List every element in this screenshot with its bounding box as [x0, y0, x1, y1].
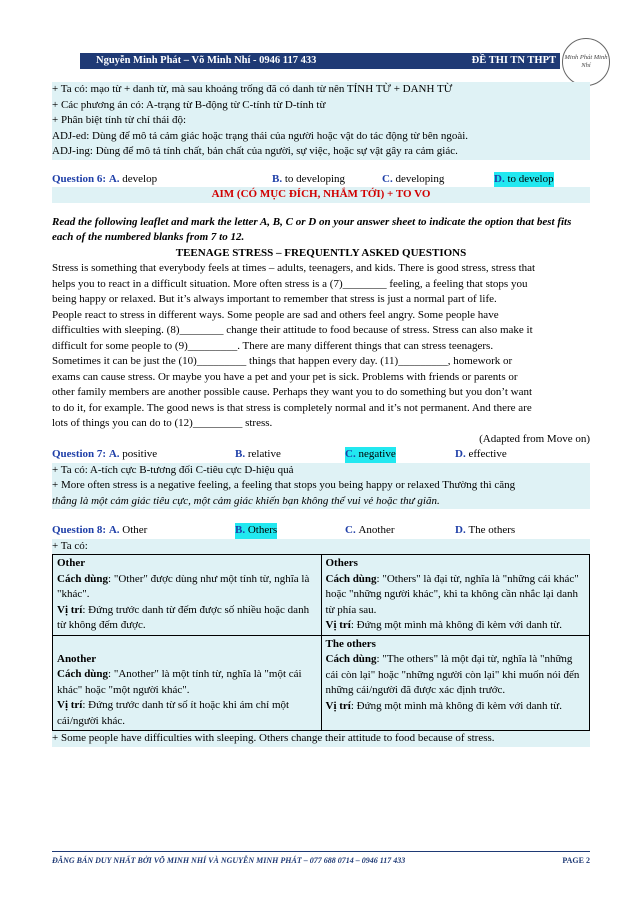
option-letter: D. — [455, 524, 466, 536]
page-number: PAGE 2 — [562, 856, 590, 865]
option-letter: A. — [108, 448, 120, 460]
option-a: Other — [122, 524, 148, 536]
usage-label: Cách dùng — [325, 653, 377, 665]
option-letter: C. — [382, 172, 393, 185]
position-label: Vị trí — [57, 603, 83, 616]
option-letter: B. — [235, 448, 246, 460]
passage-line: lots of things you can do to (12)_________ stress. — [52, 417, 273, 429]
term-title: The others — [325, 637, 376, 650]
option-c-correct: negative — [358, 448, 396, 460]
usage-text: : "Another" là một tính từ, nghĩa là "một cái khác" hoặc "một người khác". — [57, 668, 302, 696]
position-label: Vị trí — [325, 619, 351, 631]
option-letter: C. — [345, 524, 356, 536]
explanation-line: + Ta có: A-tích cực B-tương đối C-tiêu cực D-hiệu quả — [52, 463, 294, 476]
option-letter: D. — [455, 448, 466, 460]
position-label: Vị trí — [57, 699, 83, 711]
usage-label: Cách dùng — [57, 572, 109, 585]
passage-line: exams can cause stress. Or maybe you have a pet and your pet is sick. Problems with friends or parents or — [52, 370, 518, 383]
explanation-line: ADJ-ed: Dùng để mô tả cảm giác hoặc trạng thái của người hoặc vật do tác động từ bên ngoài. — [52, 129, 469, 142]
logo-seal: Minh Phát Minh Nhí — [562, 38, 610, 86]
position-label: Vị trí — [325, 699, 351, 712]
explanation-line: + Ta có: — [52, 539, 88, 552]
option-letter: D. — [494, 172, 505, 185]
grammar-rule-note: AIM (CÓ MỤC ĐÍCH, NHẮM TỚI) + TO VO — [52, 187, 590, 203]
question-6 — [52, 172, 590, 188]
position-text: : Đứng một mình mà không đi kèm với danh từ. — [350, 619, 563, 631]
explanation-q8 — [52, 539, 590, 747]
passage-title: TEENAGE STRESS – FREQUENTLY ASKED QUESTIONS — [175, 246, 467, 259]
option-c: developing — [395, 172, 445, 185]
explanation-line: + Ta có: mạo từ + danh từ, mà sau khoảng trống đã có danh từ nên TÍNH TỪ + DANH TỪ — [52, 83, 453, 95]
explanation-line: + Phân biệt tính từ chỉ thái độ: — [52, 114, 187, 126]
option-b-correct: Others — [247, 524, 278, 536]
option-b: to developing — [284, 172, 346, 185]
explanation-line: thẳng là một cảm giác tiêu cực, một cảm giác khiến bạn không thể vui vẻ hoặc thư giãn. — [52, 494, 440, 507]
question-8 — [52, 523, 590, 539]
explanation-q7 — [52, 463, 590, 510]
table-cell-another — [53, 635, 322, 731]
passage-source: (Adapted from Move on) — [479, 432, 590, 445]
term-title: Other — [57, 557, 86, 569]
passage-line: helps you to react in a difficult situation. More often stress is a (7)________ feeling, a feeling that stops you — [52, 277, 528, 290]
passage-line: difficulties with sleeping. (8)________ change their attitude to food because of stress. Stress can also make it — [52, 324, 533, 336]
option-letter: A. — [108, 524, 120, 536]
question-label: Question 8: — [52, 524, 107, 536]
passage-line: Stress is something that everybody feels at times – adults, teenagers, and kids. There is good stress, stress that — [52, 262, 536, 274]
usage-text: : "Other" được dùng như một tính từ, nghĩa là "khác". — [57, 572, 310, 600]
footer-copyright: ĐĂNG BÁN DUY NHẤT BỞI VÕ MINH NHÍ VÀ NGUYỄN MINH PHÁT – 077 688 0714 – 0946 117 433 — [52, 856, 406, 865]
option-letter: B. — [272, 172, 283, 185]
question-label: Question 7: — [52, 448, 107, 460]
passage — [52, 261, 590, 432]
position-text: : Đứng trước danh từ đếm được số nhiều hoặc danh từ không đếm được. — [57, 603, 310, 631]
position-text: : Đứng một mình mà không đi kèm với danh từ. — [350, 699, 563, 712]
option-d-correct: to develop — [507, 172, 554, 185]
position-text: : Đứng trước danh từ số ít hoặc khi ám chỉ một cái/người khác. — [57, 699, 290, 727]
term-title: Others — [325, 557, 358, 569]
option-letter: C. — [345, 448, 356, 460]
option-letter: A. — [108, 172, 120, 185]
reading-instruction: Read the following leaflet and mark the letter A, B, C or D on your answer sheet to indicate the option that best fits each of the numbered blanks from 7 to 12. — [52, 215, 572, 243]
option-a: develop — [122, 172, 158, 185]
explanation-line: ADJ-ing: Dùng để mô tả tính chất, bản chất của người, sự việc, hoặc sự vật gây ra cảm giác. — [52, 145, 458, 157]
header-authors: Nguyễn Minh Phát – Võ Minh Nhí - 0946 117 433 — [96, 55, 317, 66]
passage-line: to do it, for example. The good news is that stress is completely normal and it’s not permanent. And there are — [52, 401, 532, 414]
usage-label: Cách dùng — [57, 668, 109, 680]
usage-text: : "The others" là một đại từ, nghĩa là "những cái còn lại" hoặc "những người còn lại" khi muốn nói đến những cái/người đã được xác định trước. — [325, 653, 580, 696]
option-d: The others — [468, 524, 516, 536]
explanation-line: + More often stress is a negative feeling, a feeling that stops you being happy or relaxed Thường thì căng — [52, 479, 516, 491]
question-7 — [52, 447, 590, 463]
option-letter: B. — [235, 524, 246, 536]
usage-label: Cách dùng — [325, 572, 377, 585]
passage-line: People react to stress in different ways. Some people are sad and others feel angry. Some people have — [52, 308, 499, 321]
passage-line: other family members are another possible cause. Perhaps they want you to do something but you don’t want — [52, 386, 533, 398]
option-a: positive — [122, 448, 158, 460]
table-cell-the-others — [321, 635, 590, 731]
table-cell-others — [321, 555, 590, 636]
passage-line: difficult for some people to (9)_________. There are many different things that can stress teenagers. — [52, 339, 494, 352]
comparison-table — [52, 554, 590, 731]
option-b: relative — [247, 448, 281, 460]
passage-line: Sometimes it can be just the (10)_________ things that happen every day. (11)_________, homework or — [52, 355, 513, 367]
table-cell-other — [53, 555, 322, 636]
passage-line: being happy or relaxed. But it’s always important to remember that stress is just a normal part of life. — [52, 293, 497, 305]
question-label: Question 6: — [52, 172, 107, 185]
option-c: Another — [358, 524, 395, 536]
term-title: Another — [57, 652, 97, 665]
footer-divider — [52, 851, 590, 852]
explanation-line: + Some people have difficulties with sleeping. Others change their attitude to food because of stress. — [52, 732, 495, 744]
option-d: effective — [468, 448, 507, 460]
explanation-line: + Các phương án có: A-trạng từ B-động từ C-tính từ D-tính từ — [52, 98, 326, 111]
explanation-q5 — [52, 82, 590, 160]
header-exam-title: ĐỀ THI TN THPT — [471, 55, 556, 66]
usage-text: : "Others" là đại từ, nghĩa là "những cái khác" hoặc "những người khác", khi ta không cần nhắc lại danh từ phía sau. — [325, 572, 579, 616]
page-content — [52, 82, 590, 747]
